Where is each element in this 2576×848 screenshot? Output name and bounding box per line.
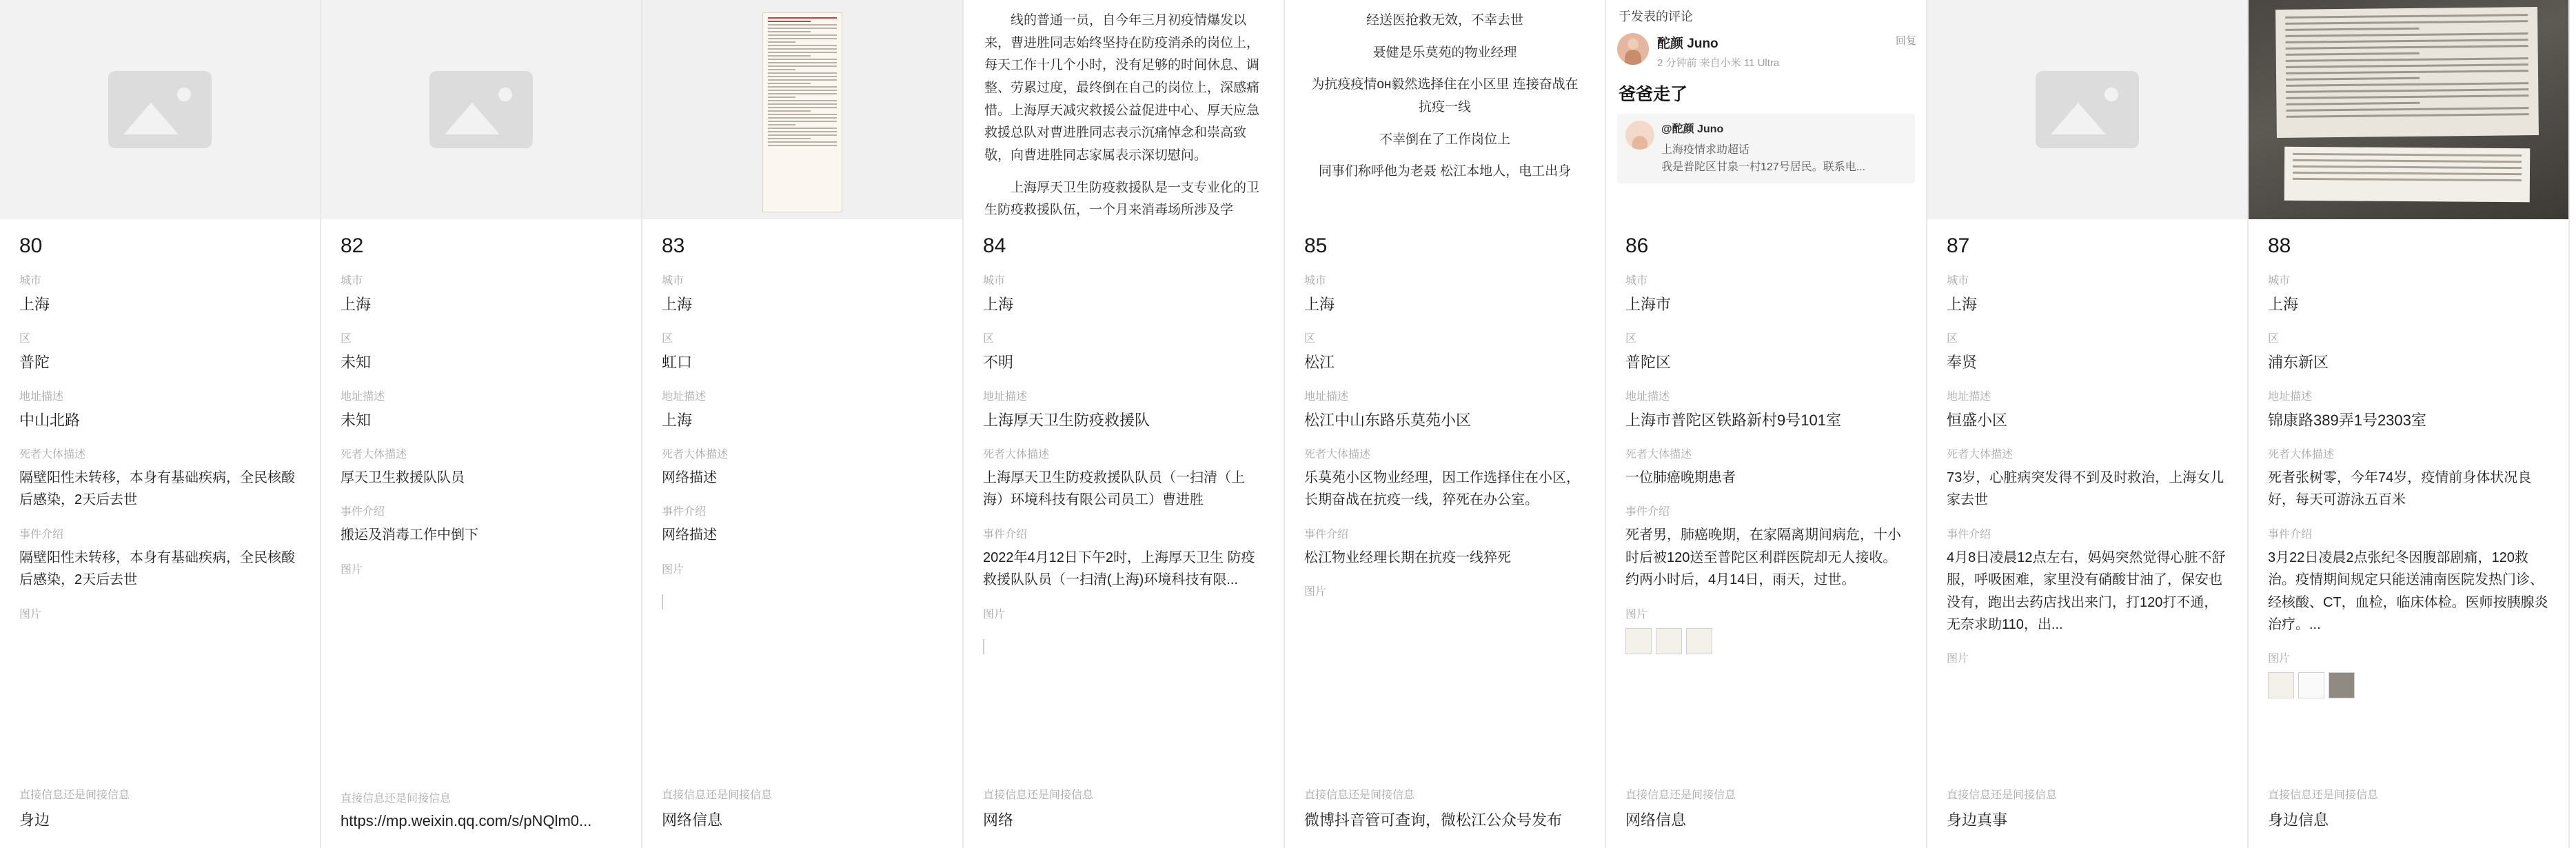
field-value-source: 身边 bbox=[19, 811, 50, 829]
field-label-images: 图片 bbox=[1947, 653, 1969, 665]
photo-thumbnail bbox=[2249, 0, 2568, 219]
card-footer bbox=[1927, 786, 2247, 848]
thumbnail[interactable] bbox=[1947, 672, 1954, 698]
record-card[interactable] bbox=[964, 0, 1285, 848]
field-value-source: 微博抖音管可查询，微松江公众号发布 bbox=[1304, 811, 1563, 829]
field-victim bbox=[1625, 445, 1907, 489]
field-label-source: 直接信息还是间接信息 bbox=[19, 789, 130, 801]
comment-header: 于发表的评论 bbox=[1619, 10, 1693, 23]
text-paragraph: 同事们称呼他为老聂 松江本地人，电工出身 bbox=[1318, 164, 1572, 179]
field-district bbox=[983, 330, 1264, 374]
field-event bbox=[983, 525, 1264, 592]
card-body bbox=[0, 219, 320, 786]
field-label-images: 图片 bbox=[662, 563, 684, 576]
field-city bbox=[1304, 272, 1585, 316]
field-value-event: 隔壁阳性未转移，本身有基础疾病，全民核酸后感染，2天后去世 bbox=[19, 549, 295, 588]
image-thumbnails[interactable] bbox=[662, 582, 943, 609]
field-district bbox=[662, 330, 943, 374]
card-body bbox=[1285, 219, 1605, 786]
field-value-victim: 73岁，心脏病突发得不到及时救治，上海女儿家去世 bbox=[1947, 470, 2224, 508]
field-label-images: 图片 bbox=[2268, 653, 2291, 665]
field-label-city: 城市 bbox=[2268, 275, 2291, 287]
field-label-source: 直接信息还是间接信息 bbox=[2268, 789, 2379, 801]
card-footer bbox=[321, 789, 641, 848]
field-value-city: 上海 bbox=[2268, 296, 2299, 313]
record-id: 80 bbox=[19, 234, 43, 257]
thumbnail[interactable] bbox=[983, 639, 984, 654]
field-label-source: 直接信息还是间接信息 bbox=[1304, 789, 1415, 801]
record-card[interactable] bbox=[2249, 0, 2570, 848]
field-city bbox=[341, 272, 622, 316]
field-value-district: 浦东新区 bbox=[2268, 354, 2329, 371]
field-value-source: 网络 bbox=[983, 811, 1014, 829]
avatar bbox=[1625, 121, 1654, 150]
field-value-address: 恒盛小区 bbox=[1947, 412, 2008, 429]
field-label-address: 地址描述 bbox=[19, 391, 64, 403]
field-label-address: 地址描述 bbox=[1947, 391, 1991, 403]
field-value-district: 虹口 bbox=[662, 354, 693, 371]
image-thumbnails[interactable] bbox=[2268, 671, 2549, 698]
field-value-district: 不明 bbox=[983, 354, 1014, 371]
field-value-source: 身边真事 bbox=[1947, 811, 2008, 829]
card-footer bbox=[2249, 786, 2568, 848]
field-label-source: 直接信息还是间接信息 bbox=[983, 789, 1094, 801]
field-value-city: 上海 bbox=[341, 296, 372, 313]
record-card[interactable] bbox=[321, 0, 642, 848]
field-value-address: 上海 bbox=[662, 412, 693, 429]
card-footer bbox=[964, 786, 1284, 848]
field-value-city: 上海 bbox=[19, 296, 50, 313]
image-placeholder-icon bbox=[2036, 71, 2139, 148]
field-label-images: 图片 bbox=[341, 563, 363, 576]
field-value-district: 未知 bbox=[341, 354, 372, 371]
field-victim bbox=[2268, 445, 2549, 512]
field-label-victim: 死者大体描述 bbox=[662, 449, 729, 461]
field-district bbox=[2268, 330, 2549, 374]
field-value-event: 搬运及消毒工作中倒下 bbox=[341, 527, 478, 543]
field-images bbox=[19, 605, 301, 654]
field-value-event: 2022年4月12日下午2时，上海厚天卫生 防疫救援队队员（一扫清(上海)环境科技有限... bbox=[983, 549, 1255, 588]
field-city bbox=[2268, 272, 2549, 316]
field-event bbox=[1625, 503, 1907, 591]
field-value-source[interactable]: https://mp.weixin.qq.com/s/pNQlm0... bbox=[341, 812, 592, 829]
text-snippet bbox=[964, 0, 1284, 219]
field-value-district: 奉贤 bbox=[1947, 354, 1978, 371]
field-victim bbox=[1304, 445, 1585, 512]
field-value-address: 中山北路 bbox=[19, 412, 81, 429]
field-label-address: 地址描述 bbox=[662, 391, 707, 403]
field-value-source: 网络信息 bbox=[662, 811, 723, 829]
field-event bbox=[341, 503, 622, 546]
field-address bbox=[983, 387, 1264, 432]
field-address bbox=[2268, 387, 2549, 432]
image-thumbnails[interactable] bbox=[1947, 671, 2228, 698]
card-body bbox=[1606, 219, 1926, 786]
field-label-address: 地址描述 bbox=[341, 391, 385, 403]
field-images bbox=[341, 561, 622, 609]
field-label-city: 城市 bbox=[983, 275, 1006, 287]
thumbnail[interactable] bbox=[341, 583, 347, 609]
field-label-event: 事件介绍 bbox=[19, 528, 64, 541]
record-id: 84 bbox=[983, 234, 1006, 257]
field-address bbox=[1304, 387, 1585, 432]
text-paragraph: 不幸倒在了工作岗位上 bbox=[1379, 132, 1510, 147]
quoted-author: @酡颜 Juno bbox=[1661, 123, 1724, 135]
field-label-city: 城市 bbox=[19, 275, 42, 287]
field-label-images: 图片 bbox=[1304, 586, 1327, 598]
card-media-placeholder bbox=[0, 0, 320, 219]
card-media-text bbox=[1285, 0, 1605, 219]
field-label-source: 直接信息还是间接信息 bbox=[341, 793, 452, 805]
field-label-victim: 死者大体描述 bbox=[1947, 449, 2014, 461]
field-label-district: 区 bbox=[2268, 333, 2280, 345]
record-id: 86 bbox=[1625, 234, 1649, 257]
field-label-event: 事件介绍 bbox=[341, 506, 385, 518]
field-label-victim: 死者大体描述 bbox=[1304, 449, 1371, 461]
field-district bbox=[1304, 330, 1585, 374]
image-thumbnails[interactable] bbox=[1304, 604, 1585, 632]
field-value-victim: 死者张树零，今年74岁，疫情前身体状况良好，每天可游泳五百米 bbox=[2268, 470, 2532, 508]
field-address bbox=[662, 387, 943, 432]
image-thumbnails[interactable] bbox=[983, 627, 1264, 654]
comment-author-row bbox=[1617, 33, 1915, 70]
card-media-document-scan bbox=[642, 0, 962, 219]
quoted-post bbox=[1617, 114, 1915, 183]
thumbnail[interactable] bbox=[1304, 605, 1311, 632]
field-value-event: 死者男，肺癌晚期，在家隔离期间病危，十小时后被120送至普陀区利群医院却无人接收。约两小时后，4月14日，雨天，过世。 bbox=[1625, 527, 1901, 588]
thumbnail[interactable] bbox=[1656, 628, 1682, 654]
record-id: 88 bbox=[2268, 234, 2291, 257]
field-images bbox=[1304, 583, 1585, 632]
field-label-district: 区 bbox=[1625, 333, 1637, 345]
field-address bbox=[19, 387, 301, 432]
comment-author-name: 酡颜 Juno bbox=[1657, 37, 1718, 51]
field-label-event: 事件介绍 bbox=[1947, 528, 1991, 541]
field-label-source: 直接信息还是间接信息 bbox=[662, 789, 773, 801]
quoted-line: 上海疫情求助超话 bbox=[1661, 143, 1750, 156]
field-value-victim: 隔壁阳性未转移，本身有基础疾病，全民核酸后感染，2天后去世 bbox=[19, 470, 295, 508]
field-images bbox=[662, 561, 943, 609]
quoted-post-text bbox=[1661, 121, 1865, 176]
thumbnail[interactable] bbox=[19, 628, 26, 654]
card-footer bbox=[1285, 786, 1605, 848]
field-value-event: 网络描述 bbox=[662, 527, 717, 543]
field-label-event: 事件介绍 bbox=[1304, 528, 1349, 541]
quoted-line: 我是普陀区甘泉一村127号居民。联系电... bbox=[1661, 161, 1866, 174]
field-label-images: 图片 bbox=[1625, 608, 1648, 620]
field-label-city: 城市 bbox=[1947, 275, 1969, 287]
field-label-source: 直接信息还是间接信息 bbox=[1947, 789, 2058, 801]
photo-document bbox=[2275, 7, 2539, 138]
field-label-images: 图片 bbox=[19, 608, 42, 620]
field-value-city: 上海 bbox=[1304, 296, 1335, 313]
field-value-city: 上海 bbox=[1947, 296, 1978, 313]
field-address bbox=[1625, 387, 1907, 432]
field-value-district: 普陀 bbox=[19, 354, 50, 371]
field-victim bbox=[983, 445, 1264, 512]
field-value-address: 松江中山东路乐莫苑小区 bbox=[1304, 412, 1472, 429]
document-scan-thumbnail bbox=[762, 12, 842, 212]
card-media-text bbox=[964, 0, 1284, 219]
field-label-address: 地址描述 bbox=[983, 391, 1028, 403]
field-district bbox=[1947, 330, 2228, 374]
field-label-victim: 死者大体描述 bbox=[2268, 449, 2335, 461]
field-city bbox=[662, 272, 943, 316]
field-event bbox=[19, 525, 301, 592]
photo-note bbox=[2284, 147, 2531, 202]
card-media-comment bbox=[1606, 0, 1926, 219]
field-label-victim: 死者大体描述 bbox=[983, 449, 1050, 461]
field-district bbox=[19, 330, 301, 374]
field-event bbox=[1304, 525, 1585, 569]
record-card[interactable] bbox=[1927, 0, 2249, 848]
avatar bbox=[1617, 33, 1649, 65]
thumbnail[interactable] bbox=[2268, 672, 2294, 698]
field-label-event: 事件介绍 bbox=[662, 506, 707, 518]
field-city bbox=[1625, 272, 1907, 316]
comment-screenshot bbox=[1606, 0, 1926, 219]
field-label-address: 地址描述 bbox=[1625, 391, 1670, 403]
record-card[interactable] bbox=[1606, 0, 1927, 848]
field-city bbox=[1947, 272, 2228, 316]
field-label-victim: 死者大体描述 bbox=[19, 449, 86, 461]
field-value-victim: 乐莫苑小区物业经理，因工作选择住在小区，长期奋战在抗疫一线，猝死在办公室。 bbox=[1304, 470, 1580, 508]
text-paragraph: 线的普通一员，自今年三月初疫情爆发以来，曹进胜同志始终坚持在防疫消杀的岗位上，每天工作十几个小时，没有足够的时间休息、调整、劳累过度，最终倒在自己的岗位上，深感痛惜。上海厚天减灾救援公益促进中心、厚天应急救援总队对曹进胜同志表示沉痛悼念和崇高致敬，向曹进胜同志家属表示深切慰问。 bbox=[984, 13, 1260, 163]
field-label-event: 事件介绍 bbox=[1625, 506, 1670, 518]
card-media-placeholder bbox=[1927, 0, 2247, 219]
thumbnail[interactable] bbox=[662, 594, 663, 609]
text-snippet bbox=[1285, 0, 1605, 219]
field-value-city: 上海 bbox=[983, 296, 1014, 313]
field-label-district: 区 bbox=[19, 333, 31, 345]
field-address bbox=[1947, 387, 2228, 432]
card-body bbox=[321, 219, 641, 789]
field-value-event: 3月22日凌晨2点张纪冬因腹部剧痛，120救治。疫情期间规定只能送浦南医院发热门诊、经核酸、CT，血检，临床体检。医师按胰腺炎治疗。... bbox=[2268, 549, 2548, 632]
field-value-district: 松江 bbox=[1304, 354, 1335, 371]
thumbnail[interactable] bbox=[2329, 672, 2355, 698]
field-event bbox=[662, 503, 943, 546]
field-address bbox=[341, 387, 622, 432]
image-placeholder-icon bbox=[108, 71, 212, 148]
card-footer bbox=[642, 786, 962, 848]
text-paragraph: 经送医抢救无效，不幸去世 bbox=[1366, 13, 1523, 28]
field-label-address: 地址描述 bbox=[1304, 391, 1349, 403]
field-district bbox=[1625, 330, 1907, 374]
card-body bbox=[964, 219, 1284, 786]
field-event bbox=[2268, 525, 2549, 636]
field-value-city: 上海 bbox=[662, 296, 693, 313]
record-id: 83 bbox=[662, 234, 685, 257]
record-id: 82 bbox=[341, 234, 364, 257]
card-media-placeholder bbox=[321, 0, 641, 219]
record-card[interactable] bbox=[1285, 0, 1606, 848]
field-city bbox=[19, 272, 301, 316]
field-images bbox=[1625, 605, 1907, 654]
record-id: 87 bbox=[1947, 234, 1970, 257]
field-label-victim: 死者大体描述 bbox=[341, 449, 407, 461]
field-value-victim: 厚天卫生救援队队员 bbox=[341, 470, 465, 485]
text-paragraph: 为抗疫疫情он毅然选择住在小区里 连接奋战在抗疫一线 bbox=[1311, 77, 1579, 115]
field-label-address: 地址描述 bbox=[2268, 391, 2313, 403]
field-city bbox=[983, 272, 1264, 316]
field-label-district: 区 bbox=[1304, 333, 1316, 345]
field-label-district: 区 bbox=[1947, 333, 1958, 345]
field-label-city: 城市 bbox=[1625, 275, 1648, 287]
field-victim bbox=[662, 445, 943, 489]
field-value-address: 上海厚天卫生防疫救援队 bbox=[983, 412, 1150, 429]
field-value-victim: 上海厚天卫生防疫救援队队员（一扫清（上海）环境科技有限公司员工）曹进胜 bbox=[983, 470, 1245, 508]
card-body bbox=[642, 219, 962, 786]
field-event bbox=[1947, 525, 2228, 636]
field-images bbox=[983, 605, 1264, 654]
thumbnail[interactable] bbox=[2298, 672, 2324, 698]
record-id: 85 bbox=[1304, 234, 1328, 257]
record-card[interactable] bbox=[0, 0, 321, 848]
text-paragraph: 上海厚天卫生防疫救援队是一支专业化的卫生防疫救援队伍，一个月来消毒场所涉及学 bbox=[984, 180, 1260, 218]
card-footer bbox=[1606, 786, 1926, 848]
field-victim bbox=[1947, 445, 2228, 512]
field-value-address: 未知 bbox=[341, 412, 372, 429]
image-thumbnails[interactable] bbox=[341, 582, 622, 609]
field-value-victim: 网络描述 bbox=[662, 470, 717, 485]
thumbnail[interactable] bbox=[1686, 628, 1712, 654]
field-victim bbox=[19, 445, 301, 512]
card-media-photo bbox=[2249, 0, 2568, 219]
reply-button[interactable]: 回复 bbox=[1895, 35, 1916, 47]
field-label-city: 城市 bbox=[341, 275, 363, 287]
field-images bbox=[1947, 649, 2228, 698]
field-images bbox=[2268, 649, 2549, 698]
image-placeholder-icon bbox=[429, 71, 533, 148]
field-label-images: 图片 bbox=[983, 608, 1006, 620]
field-label-source: 直接信息还是间接信息 bbox=[1625, 789, 1736, 801]
field-value-address: 上海市普陀区铁路新村9号101室 bbox=[1625, 412, 1841, 429]
field-value-event: 4月8日凌晨12点左右，妈妈突然觉得心脏不舒服，呼吸困难，家里没有硝酸甘油了，保安也没有，跑出去药店找出来门，打120打不通，无奈求助110，出... bbox=[1947, 549, 2226, 632]
field-label-district: 区 bbox=[983, 333, 995, 345]
field-value-source: 身边信息 bbox=[2268, 811, 2329, 829]
text-paragraph: 聂健是乐莫苑的物业经理 bbox=[1372, 45, 1517, 60]
field-value-district: 普陀区 bbox=[1625, 354, 1672, 371]
image-thumbnails[interactable] bbox=[19, 627, 301, 654]
comment-meta: 2 分钟前 来自小米 11 Ultra bbox=[1657, 57, 1780, 69]
field-label-city: 城市 bbox=[662, 275, 684, 287]
image-thumbnails[interactable] bbox=[1625, 627, 1907, 654]
field-value-source: 网络信息 bbox=[1625, 811, 1687, 829]
field-label-district: 区 bbox=[662, 333, 673, 345]
comment-title: 爸爸走了 bbox=[1619, 85, 1688, 104]
field-value-address: 锦康路389弄1号2303室 bbox=[2268, 412, 2426, 429]
field-label-city: 城市 bbox=[1304, 275, 1327, 287]
record-card[interactable] bbox=[642, 0, 964, 848]
field-value-event: 松江物业经理长期在抗疫一线猝死 bbox=[1304, 549, 1511, 565]
card-footer bbox=[0, 786, 320, 848]
field-district bbox=[341, 330, 622, 374]
field-value-victim: 一位肺癌晚期患者 bbox=[1625, 470, 1736, 485]
card-body bbox=[2249, 219, 2568, 786]
field-label-victim: 死者大体描述 bbox=[1625, 449, 1692, 461]
card-body bbox=[1927, 219, 2247, 786]
field-label-district: 区 bbox=[341, 333, 352, 345]
thumbnail[interactable] bbox=[1625, 628, 1652, 654]
field-victim bbox=[341, 445, 622, 489]
field-label-event: 事件介绍 bbox=[983, 528, 1028, 541]
field-label-event: 事件介绍 bbox=[2268, 528, 2313, 541]
field-value-city: 上海市 bbox=[1625, 296, 1672, 313]
